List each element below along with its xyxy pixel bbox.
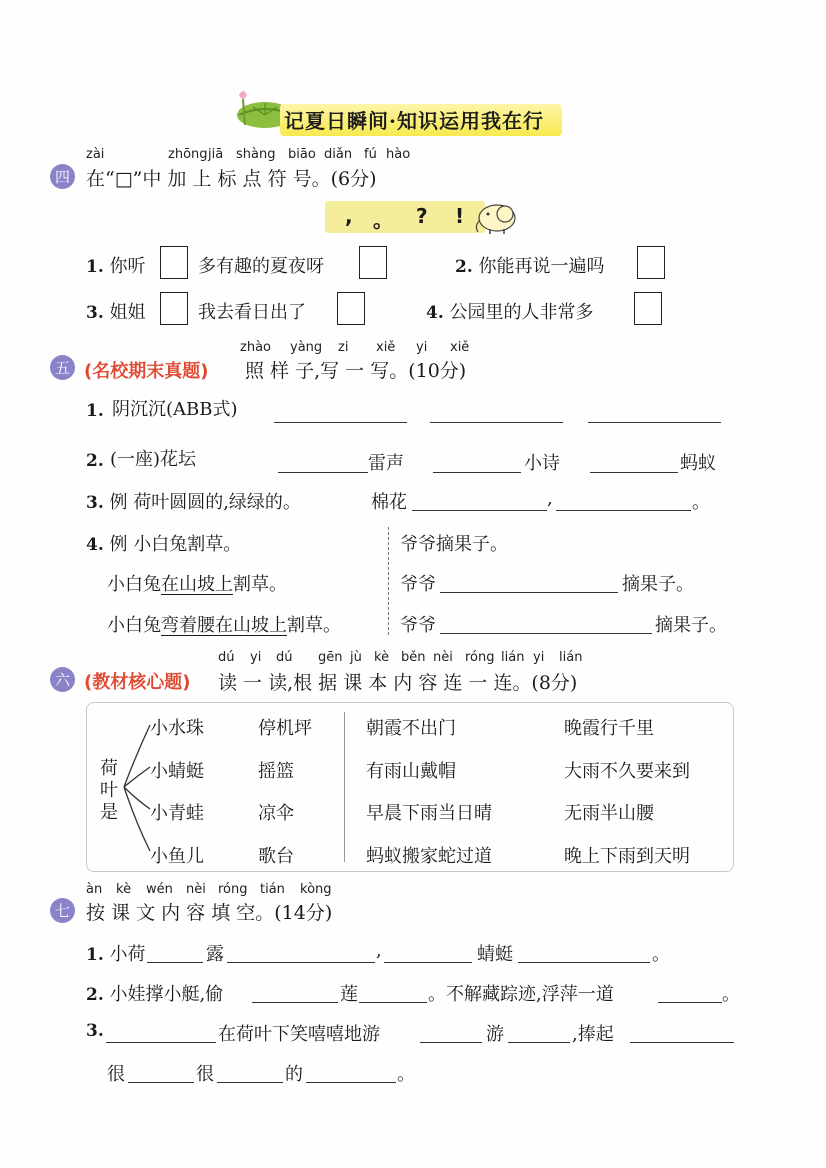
punctuation-mark: 。: [373, 208, 393, 232]
saying-first-half[interactable]: 有雨山戴帽: [366, 761, 456, 782]
page-title: 记夏日瞬间·知识运用我在行: [284, 109, 544, 133]
text: 。不解藏踪迹,浮萍一道: [428, 984, 614, 1005]
saying-second-half[interactable]: 无雨半山腰: [564, 803, 654, 824]
text: 割草。: [287, 615, 341, 636]
pinyin: yi: [416, 340, 428, 355]
answer-line[interactable]: [306, 1082, 396, 1083]
text: 很: [107, 1064, 125, 1085]
question-text: 小娃撑小艇,偷: [109, 984, 224, 1005]
question-text: 例 小白兔割草。: [109, 534, 242, 555]
answer-line[interactable]: [147, 962, 203, 963]
pinyin: yàng: [290, 340, 323, 355]
punctuation: ,: [547, 488, 553, 509]
question-text: 我去看日出了: [198, 302, 306, 323]
question-number: 2.: [86, 985, 104, 1005]
pinyin: yi: [533, 650, 545, 665]
text: 小白兔: [107, 574, 161, 595]
answer-line[interactable]: [278, 472, 368, 473]
question-number: 2.: [86, 451, 104, 471]
answer-line[interactable]: [440, 592, 618, 593]
question-number: 4.: [426, 303, 444, 323]
question-1: [86, 400, 104, 421]
answer-line[interactable]: [128, 1082, 194, 1083]
question-text: 姐姐: [109, 302, 146, 323]
text: 在荷叶下笑嘻嘻地游: [218, 1024, 380, 1045]
example-line: [107, 611, 341, 637]
question-number: 3.: [86, 493, 104, 513]
question-3: [86, 298, 145, 324]
section5-pinyin: [240, 340, 469, 355]
task-text: 摘果子。: [622, 574, 694, 595]
elephant-icon: [470, 198, 520, 236]
section5-title: 照 样 子,写 一 写。(10分): [245, 360, 467, 382]
pinyin: kòng: [300, 882, 332, 897]
section-badge: 六: [50, 667, 75, 692]
pinyin: xiě: [376, 340, 396, 355]
pinyin: jù: [350, 650, 362, 665]
answer-line[interactable]: [508, 1042, 570, 1043]
pinyin: běn: [401, 650, 426, 665]
match-left-item[interactable]: 小蜻蜓: [150, 761, 204, 782]
text: 游: [486, 1024, 504, 1045]
question-2: [86, 450, 104, 471]
question-text: 例 荷叶圆圆的,绿绿的。: [109, 492, 301, 513]
divider: [344, 712, 345, 862]
match-left-item[interactable]: 小水珠: [150, 718, 204, 739]
pinyin: róng: [218, 882, 248, 897]
answer-line[interactable]: [433, 472, 521, 473]
prompt-word: 棉花: [371, 492, 407, 513]
char: 是: [100, 802, 118, 823]
section-badge: 五: [50, 355, 75, 380]
answer-box[interactable]: [359, 246, 387, 279]
question-text: (一座)花坛: [110, 449, 197, 470]
punctuation-mark: ?: [416, 204, 428, 228]
answer-line[interactable]: [106, 1042, 216, 1043]
question-number: 3.: [86, 1021, 104, 1041]
text: 露: [206, 944, 224, 965]
punctuation-mark: !: [455, 204, 465, 228]
pinyin: wén: [146, 882, 173, 897]
answer-line[interactable]: [588, 422, 721, 423]
pinyin: hào: [386, 147, 411, 162]
divider: [388, 527, 389, 635]
question-4: [426, 298, 593, 324]
pinyin: gēn: [318, 650, 343, 665]
pinyin: zi: [338, 340, 349, 355]
question-text: 你能再说一遍吗: [478, 256, 605, 277]
answer-box[interactable]: [634, 292, 662, 325]
answer-line[interactable]: [658, 1002, 722, 1003]
answer-box[interactable]: [337, 292, 365, 325]
example-line: [107, 570, 287, 596]
answer-line[interactable]: [440, 633, 652, 634]
pinyin: nèi: [186, 882, 206, 897]
question-3: [86, 1020, 104, 1041]
question-2: [455, 252, 604, 278]
text: ,捧起: [572, 1024, 614, 1045]
section-tag: (名校期末真题): [84, 361, 209, 382]
pinyin: lián: [501, 650, 525, 665]
char: 荷: [100, 758, 118, 779]
pinyin: dú: [218, 650, 235, 665]
question-1: [86, 252, 145, 278]
question-number: 3.: [86, 303, 104, 323]
pinyin: zhào: [240, 340, 271, 355]
section6-title: 读 一 读,根 据 课 本 内 容 连 一 连。(8分): [218, 672, 578, 694]
saying-second-half[interactable]: 晚霞行千里: [564, 718, 654, 739]
punctuation-mark: ,: [345, 204, 353, 228]
answer-line[interactable]: [384, 962, 472, 963]
text: 莲: [340, 984, 358, 1005]
question-3: [86, 488, 301, 514]
pinyin: tián: [260, 882, 285, 897]
question-number: 4.: [86, 535, 104, 555]
task-sentence: 爷爷摘果子。: [400, 534, 508, 555]
section-tag: (教材核心题): [84, 672, 191, 693]
text: 割草。: [233, 574, 287, 595]
answer-line[interactable]: [430, 422, 563, 423]
pinyin: zài: [86, 147, 105, 162]
word: 雷声: [368, 453, 404, 474]
match-right-item[interactable]: 摇篮: [258, 761, 294, 782]
pinyin: kè: [116, 882, 132, 897]
answer-line[interactable]: [217, 1082, 283, 1083]
question-text: 小荷: [109, 944, 146, 965]
pinyin: fú: [364, 147, 377, 162]
pinyin: kè: [374, 650, 390, 665]
underlined-text: 弯着腰在山坡上: [161, 615, 287, 636]
answer-line[interactable]: [590, 472, 678, 473]
task-text: 爷爷: [400, 615, 436, 636]
text: 。: [397, 1064, 415, 1085]
question-1: [86, 940, 145, 966]
answer-box[interactable]: [160, 246, 188, 279]
text: 的: [285, 1064, 303, 1085]
question-text: 阴沉沉(ABB式): [112, 399, 238, 420]
question-text: 你听: [109, 256, 146, 277]
pinyin: yi: [250, 650, 262, 665]
section4-pinyin: [86, 147, 416, 162]
pinyin: dú: [276, 650, 293, 665]
pinyin: zhōng: [168, 147, 208, 162]
question-4: [86, 530, 241, 556]
root-label: [100, 758, 120, 824]
text: 。: [722, 984, 740, 1005]
question-text: 公园里的人非常多: [449, 302, 594, 323]
answer-box[interactable]: [637, 246, 665, 279]
question-number: 1.: [86, 945, 104, 965]
match-right-item[interactable]: 停机坪: [258, 718, 312, 739]
section7-title: 按 课 文 内 容 填 空。(14分): [86, 902, 333, 924]
match-left-item[interactable]: 小鱼儿: [150, 846, 204, 867]
word: 蚂蚁: [680, 453, 716, 474]
answer-line[interactable]: [556, 510, 691, 511]
match-right-item[interactable]: 歌台: [258, 846, 294, 867]
punctuation: 。: [692, 492, 710, 513]
answer-line[interactable]: [420, 1042, 482, 1043]
section6-pinyin: [218, 650, 582, 665]
pinyin: àn: [86, 882, 103, 897]
text: 。: [652, 944, 670, 965]
task-text: 爷爷: [400, 574, 436, 595]
answer-line[interactable]: [630, 1042, 734, 1043]
pinyin: diǎn: [324, 147, 353, 162]
pinyin: lián: [559, 650, 583, 665]
answer-line[interactable]: [518, 962, 650, 963]
question-number: 1.: [86, 401, 104, 421]
pinyin: róng: [465, 650, 495, 665]
saying-second-half[interactable]: 大雨不久要来到: [564, 761, 690, 782]
section-badge: 七: [50, 898, 75, 923]
section7-pinyin: [86, 882, 332, 897]
question-number: 2.: [455, 257, 473, 277]
answer-line[interactable]: [227, 962, 375, 963]
question-number: 1.: [86, 257, 104, 277]
saying-first-half[interactable]: 早晨下雨当日晴: [366, 803, 492, 824]
text: 很: [196, 1064, 214, 1085]
word: 小诗: [524, 453, 560, 474]
saying-second-half[interactable]: 晚上下雨到天明: [564, 846, 690, 867]
pinyin: biāo: [288, 147, 316, 162]
pinyin: shàng: [236, 147, 276, 162]
question-2: [86, 980, 223, 1006]
char: 叶: [100, 780, 118, 801]
match-left-item[interactable]: 小青蛙: [150, 803, 204, 824]
answer-line[interactable]: [359, 1002, 427, 1003]
answer-line[interactable]: [252, 1002, 338, 1003]
section-badge: 四: [50, 164, 75, 189]
task-text: 摘果子。: [655, 615, 727, 636]
underlined-text: 在山坡上: [161, 574, 233, 595]
pinyin: nèi: [433, 650, 453, 665]
pinyin: xiě: [450, 340, 470, 355]
answer-line[interactable]: [274, 422, 407, 423]
answer-box[interactable]: [160, 292, 188, 325]
saying-first-half[interactable]: 蚂蚁搬家蛇过道: [366, 846, 492, 867]
text: 蜻蜓: [477, 944, 513, 965]
match-right-item[interactable]: 凉伞: [258, 803, 294, 824]
text: ,: [376, 940, 382, 961]
question-text: 多有趣的夏夜呀: [198, 256, 324, 277]
text: 小白兔: [107, 615, 161, 636]
saying-first-half[interactable]: 朝霞不出门: [366, 718, 456, 739]
section4-title: 在“□”中 加 上 标 点 符 号。(6分): [86, 168, 377, 190]
answer-line[interactable]: [412, 510, 547, 511]
pinyin: jiā: [208, 147, 224, 162]
